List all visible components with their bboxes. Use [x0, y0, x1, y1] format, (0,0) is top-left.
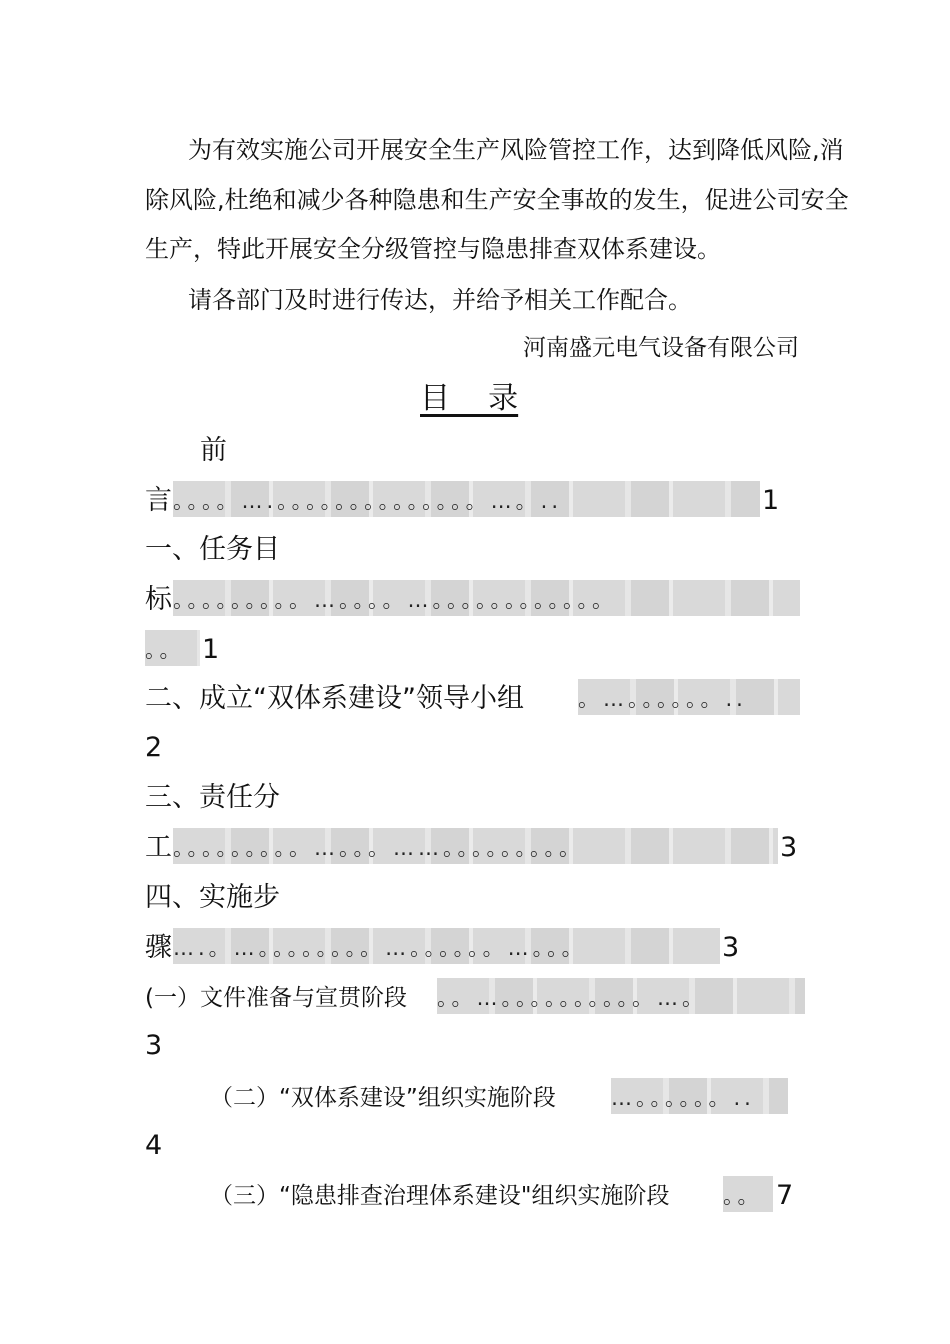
toc-entry-leadership-group: 二、成立“双体系建设”领导小组	[145, 683, 524, 714]
company-signature: 河南盛元电气设备有限公司	[523, 335, 799, 361]
toc-leader-dots: 。。…。。。。。。。。。。…。	[437, 978, 805, 1014]
toc-page-number: 1	[202, 634, 220, 665]
toc-entry-goals-tail: 标	[145, 584, 172, 615]
toc-entry-document-prep: (一）文件准备与宣贯阶段	[145, 985, 407, 1011]
toc-page-number: 3	[780, 832, 798, 863]
toc-entry-dual-system-implementation: （二）“双体系建设”组织实施阶段	[210, 1085, 556, 1111]
toc-leader-dots: 。。。。。。。。。…。。。……。。。。。。。。。	[173, 828, 778, 864]
toc-entry-goals-head: 一、任务目	[145, 534, 280, 565]
intro-paragraph-line-2: 除风险,杜绝和减少各种隐患和生产安全事故的发生，促进公司安全	[145, 186, 849, 214]
toc-entry-steps-head: 四、实施步	[145, 882, 280, 913]
toc-page-number: 1	[762, 485, 780, 516]
toc-page-number: 3	[722, 932, 740, 963]
intro-paragraph-line-1: 为有效实施公司开展安全生产风险管控工作，达到降低风险,消	[188, 136, 844, 164]
intro-paragraph-line-3: 生产，特此开展安全分级管控与隐患排查双体系建设。	[145, 235, 721, 263]
toc-leader-dots: 。。	[723, 1176, 773, 1212]
toc-leader-dots: ….。…。。。。。。。。…。。。。。。…。。。	[173, 928, 720, 964]
toc-title: 目 录	[420, 381, 519, 416]
toc-entry-responsibilities-tail: 工	[145, 832, 172, 863]
toc-entry-hazard-system-implementation: （三）“隐患排查治理体系建设"组织实施阶段	[210, 1183, 670, 1209]
intro-paragraph-2: 请各部门及时进行传达，并给予相关工作配合。	[188, 286, 692, 314]
toc-page-number: 2	[145, 732, 163, 763]
toc-page-number: 3	[145, 1030, 163, 1061]
toc-entry-steps-tail: 骤	[145, 932, 172, 963]
toc-page-number: 4	[145, 1130, 163, 1161]
toc-leader-dots-continued: 。。	[145, 630, 200, 666]
toc-page-number: 7	[776, 1180, 794, 1211]
toc-leader-dots: 。。。。….。。。。。。。。。。。。。。…。..	[173, 481, 760, 517]
toc-leader-dots: 。…。。。。。。..	[578, 679, 800, 715]
toc-entry-preface-tail: 言	[145, 485, 172, 516]
toc-entry-responsibilities-head: 三、责任分	[145, 782, 280, 813]
toc-leader-dots: …。。。。。。..	[611, 1078, 788, 1114]
toc-entry-preface-head: 前	[200, 435, 227, 466]
toc-leader-dots: 。。。。。。。。。…。。。。…。。。。。。。。。。。。	[173, 580, 800, 616]
